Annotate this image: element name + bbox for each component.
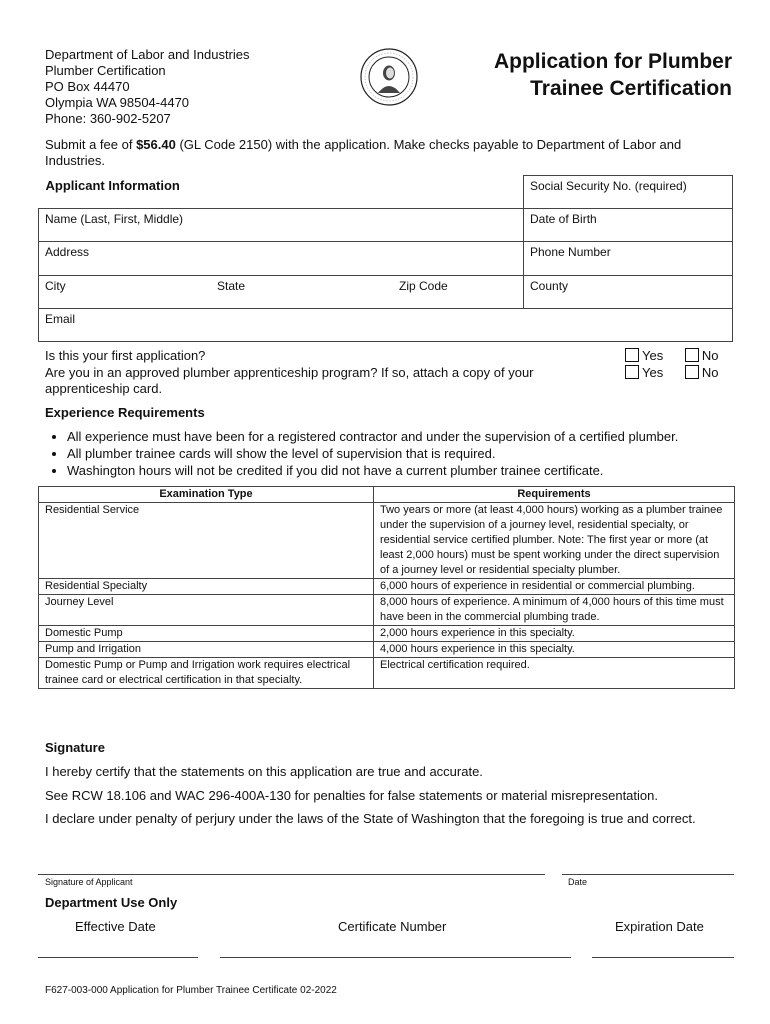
- list-item: • All experience must have been for a registered contractor and under the supervision of a certified plumber.: [67, 428, 757, 445]
- state-seal-icon: [360, 48, 418, 106]
- expiration-date-label: Expiration Date: [615, 919, 704, 934]
- address-line: Plumber Certification: [45, 63, 166, 78]
- address-line: PO Box 44470: [45, 79, 130, 94]
- effective-date-line: [38, 957, 198, 958]
- perjury-statement: I declare under penalty of perjury under the laws of the State of Washington that the foregoing is true and correct.: [45, 811, 696, 826]
- q1-no-checkbox[interactable]: [685, 348, 699, 362]
- address-label: Address: [45, 245, 90, 259]
- table-row: [39, 658, 735, 689]
- q2-no-checkbox[interactable]: [685, 365, 699, 379]
- table-row: [39, 579, 735, 595]
- certificate-number-label: Certificate Number: [338, 919, 447, 934]
- email-label: Email: [45, 312, 76, 326]
- fee-instructions: [45, 137, 735, 169]
- address-field[interactable]: [39, 242, 524, 276]
- effective-date-label: Effective Date: [75, 919, 156, 934]
- dob-label: Date of Birth: [530, 212, 597, 226]
- table-row: [39, 626, 735, 642]
- requirement-cell: 2,000 hours experience in this specialty.: [374, 626, 735, 642]
- q2-yes-label: Yes: [642, 365, 664, 380]
- address-line: Olympia WA 98504-4470: [45, 95, 190, 110]
- requirements-table: [38, 486, 735, 689]
- agency-address: [45, 47, 250, 127]
- certify-statement: I hereby certify that the statements on this application are true and accurate.: [45, 764, 483, 779]
- signature-heading: Signature: [45, 740, 105, 755]
- title-line: Trainee Certification: [530, 77, 732, 100]
- county-label: County: [530, 279, 569, 293]
- address-line: Phone: 360-902-5207: [45, 111, 171, 126]
- experience-heading: Experience Requirements: [45, 405, 205, 420]
- table-row: [39, 503, 735, 579]
- applicant-heading: Applicant Information: [45, 177, 180, 193]
- list-item: • All plumber trainee cards will show the level of supervision that is required.: [67, 445, 757, 462]
- dob-field[interactable]: [524, 209, 733, 242]
- signature-line[interactable]: [38, 874, 545, 875]
- col-header-exam-type: Examination Type: [39, 487, 374, 503]
- address-line: Department of Labor and Industries: [45, 47, 250, 62]
- requirement-cell: 8,000 hours of experience. A minimum of 4,000 hours of this time must have been in the commercial plumbing trade.: [374, 595, 735, 626]
- expiration-date-line: [592, 957, 734, 958]
- city-field[interactable]: [39, 276, 212, 309]
- exam-type-cell: Residential Specialty: [39, 579, 374, 595]
- table-row: [39, 642, 735, 658]
- first-application-question: Is this your first application?: [45, 348, 206, 363]
- q1-options: [625, 348, 718, 364]
- requirement-cell: 4,000 hours experience in this specialty.: [374, 642, 735, 658]
- email-field[interactable]: [39, 309, 733, 342]
- city-label: City: [45, 279, 66, 293]
- zip-field[interactable]: [393, 276, 524, 309]
- list-item: • Washington hours will not be credited if you did not have a current plumber trainee certificate.: [67, 462, 757, 479]
- q2-no-label: No: [701, 365, 719, 380]
- q1-yes-label: Yes: [642, 348, 664, 363]
- name-label: Name (Last, First, Middle): [45, 212, 184, 226]
- zip-label: Zip Code: [399, 279, 448, 293]
- phone-field[interactable]: [524, 242, 733, 276]
- penalty-statement: See RCW 18.106 and WAC 296-400A-130 for penalties for false statements or material misrepresentation.: [45, 788, 658, 803]
- date-label: Date: [568, 877, 588, 887]
- date-line[interactable]: [562, 874, 734, 875]
- table-row: [39, 595, 735, 626]
- q2-yes-checkbox[interactable]: [625, 365, 639, 379]
- form-title: [494, 48, 732, 102]
- exam-type-cell: Journey Level: [39, 595, 374, 626]
- experience-list: [45, 428, 757, 479]
- ssn-label: Social Security No. (required): [530, 179, 687, 193]
- name-field[interactable]: [39, 209, 524, 242]
- state-field[interactable]: [211, 276, 393, 309]
- q1-no-label: No: [701, 348, 719, 363]
- dept-use-heading: Department Use Only: [45, 895, 178, 910]
- title-line: Application for Plumber: [493, 50, 732, 73]
- apprenticeship-question: Are you in an approved plumber apprenticeship program? If so, attach a copy of your apprenticeship card.: [45, 365, 534, 396]
- col-header-requirements: Requirements: [374, 487, 735, 503]
- q1-yes-checkbox[interactable]: [625, 348, 639, 362]
- certificate-number-line: [220, 957, 571, 958]
- ssn-field[interactable]: [524, 176, 733, 209]
- form-footer: F627-003-000 Application for Plumber Trainee Certificate 02-2022: [45, 985, 337, 996]
- phone-label: Phone Number: [530, 245, 611, 259]
- state-label: State: [217, 279, 246, 293]
- exam-type-cell: Residential Service: [39, 503, 374, 579]
- requirement-cell: Electrical certification required.: [374, 658, 735, 689]
- applicant-heading-cell: [39, 176, 524, 209]
- q2-options: [625, 365, 718, 381]
- fee-suffix: (GL Code 2150) with the application. Make checks payable to Department of Labor and Industries.: [45, 137, 682, 168]
- applicant-info-table: [38, 175, 733, 342]
- exam-type-cell: Pump and Irrigation: [39, 642, 374, 658]
- signature-label: Signature of Applicant: [45, 877, 133, 887]
- requirement-cell: Two years or more (at least 4,000 hours) working as a plumber trainee under the supervision of a journey level, residential specialty, or residential service certified plumber. Note: The first year or more (at least 2,000 hours) must be spent working under the direct supervision of a journey level or residential specialty plumber.: [374, 503, 735, 579]
- exam-type-cell: Domestic Pump or Pump and Irrigation work requires electrical trainee card or electrical certification in that specialty.: [39, 658, 374, 689]
- fee-prefix: Submit a fee of: [45, 137, 137, 152]
- fee-amount: $56.40: [136, 137, 176, 152]
- requirement-cell: 6,000 hours of experience in residential or commercial plumbing.: [374, 579, 735, 595]
- county-field[interactable]: [524, 276, 733, 309]
- exam-type-cell: Domestic Pump: [39, 626, 374, 642]
